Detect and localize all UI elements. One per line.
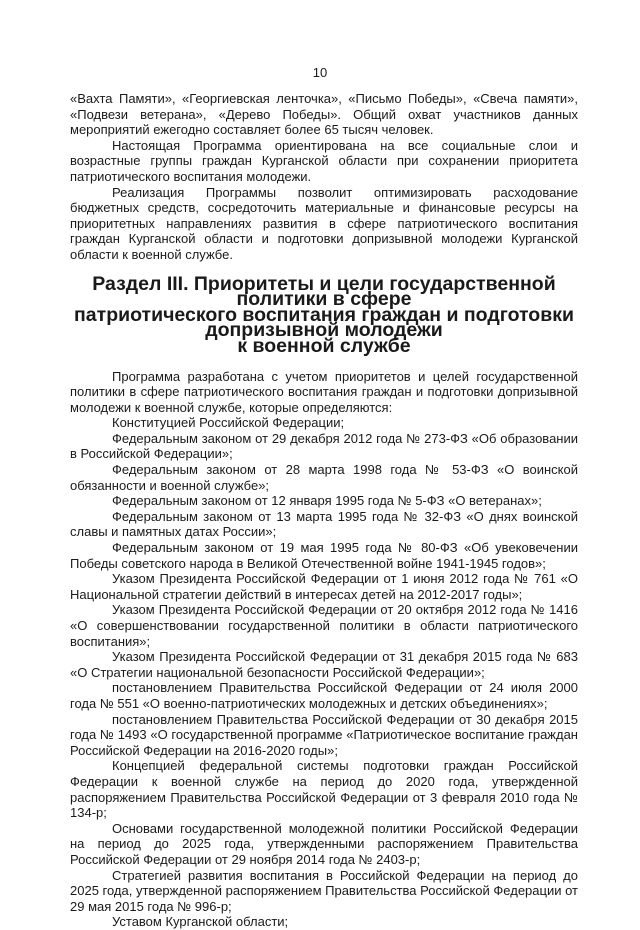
legal-basis-item: Указом Президента Российской Федерации от 1 июня 2012 года № 761 «О Национальной стратегии действий в интересах детей на 2012-2017 годы»; [70,571,578,602]
document-body [70,91,578,930]
section-heading-line: патриотического воспитания граждан и подготовки допризывной молодежи [74,303,574,342]
section-paragraph: Программа разработана с учетом приоритетов и целей государственной политики в сфере патриотического воспитания граждан и подготовки допризывной молодежи к военной службе, которые определяются: [70,368,578,415]
intro-paragraph: «Вахта Памяти», «Георгиевская ленточка», «Письмо Победы», «Свеча памяти», «Подвези ветерана», «Дерево Победы». Общий охват участников данных мероприятий ежегодно составляет более 65 тысяч человек. [70,91,578,138]
legal-basis-item: постановлением Правительства Российской Федерации от 30 декабря 2015 года № 1493 «О государственной программе «Патриотическое воспитание граждан Российской Федерации на 2016-2020 годы»; [70,711,578,758]
legal-basis-item: Указом Президента Российской Федерации от 31 декабря 2015 года № 683 «О Стратегии национальной безопасности Российской Федерации»; [70,649,578,680]
section-heading [70,272,578,357]
legal-basis-item: Стратегией развития воспитания в Российской Федерации на период до 2025 года, утвержденной распоряжением Правительства Российской Федерации от 29 мая 2015 года № 996-р; [70,867,578,914]
legal-basis-item: Основами государственной молодежной политики Российской Федерации на период до 2025 года, утвержденными распоряжением Правительства Российской Федерации от 29 ноября 2014 года № 2403-р; [70,820,578,867]
page-number: 10 [312,65,328,80]
section-heading-line: к военной службе [237,334,411,357]
legal-basis-item: Федеральным законом от 13 марта 1995 года № 32-ФЗ «О днях воинской славы и памятных датах России»; [70,508,578,540]
legal-basis-item: Концепцией федеральной системы подготовки граждан Российской Федерации к военной службе на период до 2020 года, утвержденной распоряжением Правительства Российской Федерации от 3 февраля 2010 года № 134-р; [70,758,578,821]
legal-basis-item: Конституцией Российской Федерации; [112,415,345,431]
legal-basis-item: Федеральным законом от 12 января 1995 года № 5-ФЗ «О ветеранах»; [112,493,542,509]
legal-basis-item: Федеральным законом от 28 марта 1998 года № 53-ФЗ «О воинской обязанности и военной службе»; [70,462,578,493]
legal-basis-item: постановлением Правительства Российской Федерации от 24 июля 2000 года № 551 «О военно-патриотических молодежных и детских объединениях»; [70,680,578,711]
intro-paragraph: Настоящая Программа ориентирована на все социальные слои и возрастные группы граждан Курганской области при сохранении приоритета патриотического воспитания молодежи. [70,137,578,184]
intro-paragraph: Реализация Программы позволит оптимизировать расходование бюджетных средств, сосредоточить материальные и финансовые ресурсы на приоритетных направлениях развития в сфере патриотического воспитания граждан Курганской области и подготовки допризывной молодежи Курганской области к военной службе. [70,184,578,262]
legal-basis-item: Федеральным законом от 19 мая 1995 года № 80-ФЗ «Об увековечении Победы советского народа в Великой Отечественной войне 1941-1945 годов»; [70,540,578,571]
legal-basis-item: Федеральным законом от 29 декабря 2012 года № 273-ФЗ «Об образовании в Российской Федерации»; [70,430,578,462]
legal-basis-item: Уставом Курганской области; [112,914,289,930]
legal-basis-item: Указом Президента Российской Федерации от 20 октября 2012 года № 1416 «О совершенствовании государственной политики в области патриотического воспитания»; [70,602,578,649]
section-heading-line: Раздел III. Приоритеты и цели государственной политики в сфере [92,272,556,311]
